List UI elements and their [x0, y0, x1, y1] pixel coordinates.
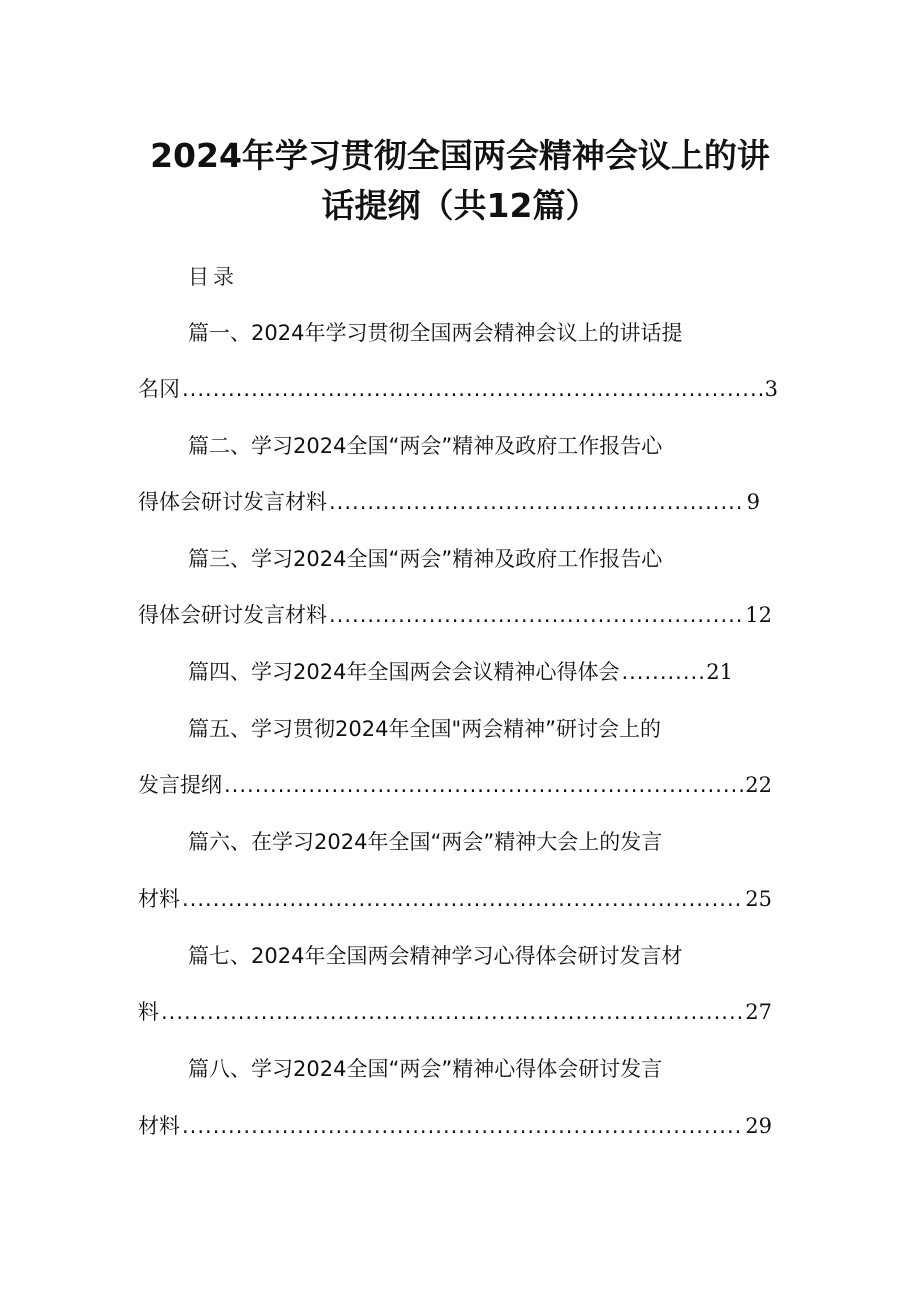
toc-entry-7-text: 料 — [138, 1000, 159, 1024]
toc-heading: 目录 — [188, 265, 238, 289]
toc-entry-1-line-2[interactable] — [138, 374, 778, 404]
toc-entry-3-page: 12 — [745, 603, 772, 627]
toc-entry-4[interactable] — [188, 657, 733, 687]
toc-entry-1-line-1[interactable]: 篇一、2024年学习贯彻全国两会精神会议上的讲话提 — [188, 321, 683, 345]
toc-leader-dots — [329, 600, 743, 630]
document-title-line-1: 2024年学习贯彻全国两会精神会议上的讲 — [150, 136, 770, 175]
toc-entry-1-text: 名冈 — [138, 377, 180, 401]
toc-entry-5-line-2[interactable] — [138, 770, 772, 800]
toc-entry-2-line-1[interactable]: 篇二、学习2024全国“两会”精神及政府工作报告心 — [188, 434, 663, 458]
toc-entry-3-line-1[interactable]: 篇三、学习2024全国“两会”精神及政府工作报告心 — [188, 547, 663, 571]
toc-entry-6-page: 25 — [745, 887, 772, 911]
toc-entry-6-text: 材料 — [138, 887, 180, 911]
toc-entry-8-page: 29 — [745, 1114, 772, 1138]
toc-entry-6-line-2[interactable] — [138, 884, 772, 914]
toc-entry-7-line-2[interactable] — [138, 997, 772, 1027]
toc-entry-8-text: 材料 — [138, 1114, 180, 1138]
toc-leader-dots — [621, 657, 704, 687]
toc-entry-5-page: 22 — [745, 773, 772, 797]
toc-entry-8-line-2[interactable] — [138, 1111, 772, 1141]
toc-leader-dots — [224, 770, 743, 800]
toc-entry-1-page: 3 — [764, 377, 778, 401]
toc-leader-dots — [329, 487, 745, 517]
toc-leader-dots — [161, 997, 743, 1027]
toc-entry-6-line-1[interactable]: 篇六、在学习2024年全国“两会”精神大会上的发言 — [188, 830, 663, 854]
toc-entry-4-page: 21 — [706, 660, 733, 684]
toc-entry-7-line-1[interactable]: 篇七、2024年全国两会精神学习心得体会研讨发言材 — [188, 944, 683, 968]
toc-entry-2-line-2[interactable] — [138, 487, 760, 517]
toc-entry-4-text: 篇四、学习2024年全国两会会议精神心得体会 — [188, 660, 620, 684]
toc-entry-5-text: 发言提纲 — [138, 773, 222, 797]
toc-entry-8-line-1[interactable]: 篇八、学习2024全国“两会”精神心得体会研讨发言 — [188, 1057, 663, 1081]
document-title-line-2: 话提纲（共12篇） — [321, 186, 599, 225]
toc-entry-5-line-1[interactable]: 篇五、学习贯彻2024年全国"两会精神”研讨会上的 — [188, 717, 661, 741]
toc-leader-dots — [182, 1111, 743, 1141]
toc-entry-2-text: 得体会研讨发言材料 — [138, 490, 327, 514]
toc-leader-dots — [182, 884, 743, 914]
toc-entry-3-line-2[interactable] — [138, 600, 772, 630]
toc-leader-dots — [182, 374, 763, 404]
toc-entry-3-text: 得体会研讨发言材料 — [138, 603, 327, 627]
toc-entry-2-page: 9 — [746, 490, 760, 514]
toc-entry-7-page: 27 — [745, 1000, 772, 1024]
